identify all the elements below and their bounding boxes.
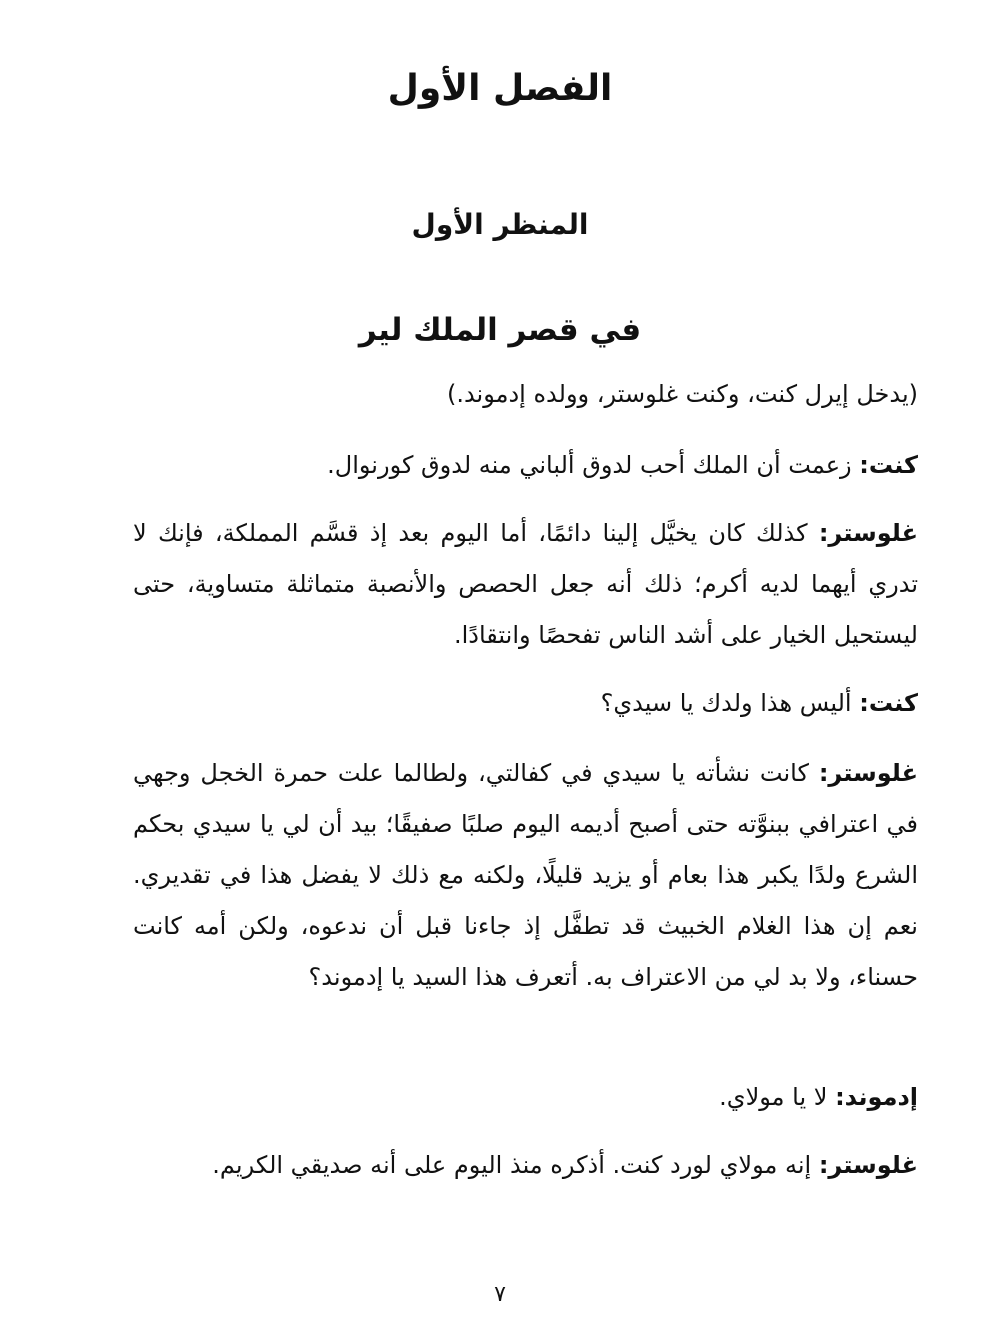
dialogue-text: إنه مولاي لورد كنت. أذكره منذ اليوم على أنه صديقي الكريم. — [212, 1151, 819, 1179]
dialogue-text: زعمت أن الملك أحب لدوق ألباني منه لدوق كورنوال. — [327, 451, 860, 479]
dialogue-text: لا يا مولاي. — [719, 1083, 836, 1111]
stage-direction: (يدخل إيرل كنت، وكنت غلوستر، وولده إدموند.) — [446, 380, 918, 408]
dialogue-line — [133, 1140, 918, 1191]
dialogue-text: كذلك كان يخيَّل إلينا دائمًا، أما اليوم بعد إذ قسَّم المملكة، فإنك لا تدري أيهما لديه أكرم؛ ذلك أنه جعل الحصص والأنصبة متماثلة متساوية، حتى ليستحيل الخيار على أشد الناس تفحصًا وانتقادًا. — [133, 519, 918, 649]
chapter-title: الفصل الأول — [387, 68, 613, 109]
scene-title: المنظر الأول — [411, 208, 589, 241]
speaker-name: غلوستر: — [818, 1151, 918, 1179]
speaker-name: غلوستر: — [818, 519, 918, 547]
location-title: في قصر الملك لير — [358, 312, 642, 348]
dialogue-line — [133, 440, 918, 491]
speaker-name: إدموند: — [835, 1083, 918, 1111]
dialogue-text: كانت نشأته يا سيدي في كفالتي، ولطالما علت حمرة الخجل وجهي في اعترافي ببنوَّته حتى أصبح أديمه اليوم صلبًا صفيقًا؛ بيد أن لي يا سيدي بحكم الشرع ولدًا يكبر هذا بعام أو يزيد قليلًا، ولكنه مع ذلك لا يفضل هذا في تقديري. نعم إن هذا الغلام الخبيث قد تطفَّل إذ جاءنا قبل أن ندعوه، ولكن أمه كانت حسناء، ولا بد لي من الاعتراف به. أتعرف هذا السيد يا إدموند؟ — [133, 759, 918, 991]
page-number: ٧ — [494, 1282, 506, 1307]
dialogue-line — [133, 748, 918, 1003]
speaker-name: كنت: — [859, 689, 918, 717]
dialogue-line — [133, 1072, 918, 1123]
speaker-name: كنت: — [859, 451, 918, 479]
dialogue-line — [133, 508, 918, 661]
speaker-name: غلوستر: — [818, 759, 918, 787]
dialogue-line — [133, 678, 918, 729]
dialogue-text: أليس هذا ولدك يا سيدي؟ — [600, 689, 860, 717]
